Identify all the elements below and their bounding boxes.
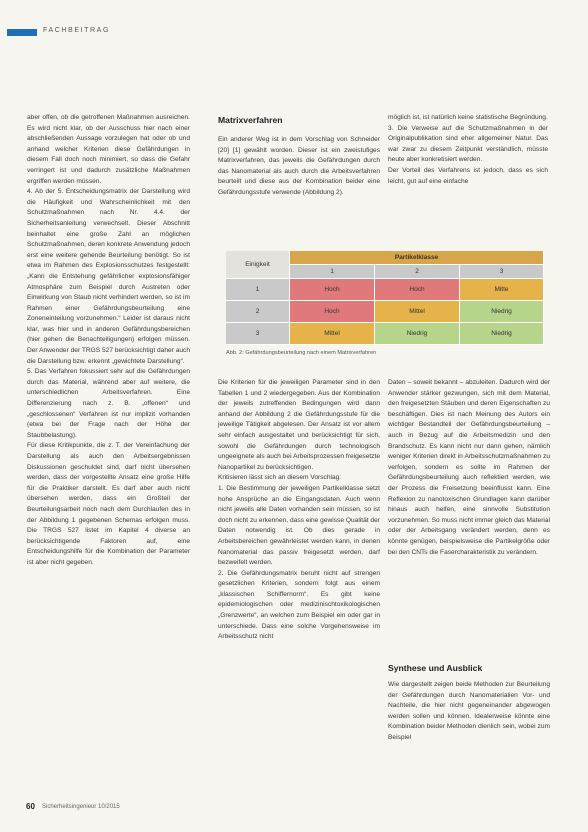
matrix-caption: Abb. 2: Gefährdungsbeurteilung nach einem Matrixverfahren bbox=[226, 350, 377, 356]
column-right-synthesis bbox=[388, 680, 550, 744]
col3-bottom-text: Daten – soweit bekannt – abzuleiten. Dadurch wird der Anwender stärker gezwungen, sich mit dem Material, den freigesetzten Stäuben und deren Eigenschaften zu beschäftigen. Dies ist nach Meinung des Autors ein wichtiger Bestandteil der Gefährdungsbeurteilung – auch in Bezug auf die Arbeitsmedizin und den Brandschutz. Es kann nicht nur dann gehen, nämlich weniger Kriterien direkt in Arbeitsschutzmaßnahmen zu verfolgen, sondern es sollte im Rahmen der Gefährdungsbeurteilung auch reflektiert werden, wie der Prozess die Freisetzung beeinflusst kann. Eine Reflexion zu nanotoxischen Grundlagen kann darüber hinaus auch helfen, eine sinnvolle Substitution vorzunehmen. So muss nicht immer gleich das Material oder der Arbeitsgang verändert werden, denn es könnte genügen, beispielsweise die Partikelgröße oder bei den CNTs die Fasercharakteristik zu verändern. bbox=[388, 379, 550, 556]
page-number: 60 bbox=[26, 802, 35, 811]
journal-name: Sicherheitsingenieur 10/2015 bbox=[42, 804, 120, 810]
heading-matrix: Matrixverfahren bbox=[218, 115, 283, 125]
matrix-cell: Hoch bbox=[375, 279, 460, 301]
column-right-bottom bbox=[388, 378, 550, 558]
matrix-row-header: 2 bbox=[226, 301, 290, 323]
matrix-cell: Niedrig bbox=[460, 301, 544, 323]
matrix-col-header: 3 bbox=[460, 265, 544, 279]
matrix-corner: Einigkeit bbox=[226, 251, 290, 279]
matrix-col-header: 1 bbox=[290, 265, 375, 279]
matrix-cell: Mittel bbox=[290, 323, 375, 345]
column-left bbox=[27, 113, 190, 569]
risk-matrix-table bbox=[226, 251, 544, 345]
synthesis-text: Wie dargestellt zeigen beide Methoden zur Beurteilung der Gefährdungen durch Nanomaterialien Vor- und Nachteile, die hier nicht gegeneinander abgewogen werden sollen und können. Idealerweise könnte eine Kombination beider Methoden dienlich sein, wobei zum Beispiel bbox=[388, 681, 550, 741]
matrix-cell: Hoch bbox=[290, 279, 375, 301]
header-accent-bar bbox=[7, 29, 37, 36]
col1-text: aber offen, ob die getroffenen Maßnahmen ausreichen. Es wird nicht klar, ob der Ausschuss hier nach einer abschließenden Aussage vorzulegen hat oder ob und anhand welcher Kriterien diese Gefährdungen in diesem Fall doch noch minimiert, so dass die Gefahr verringert ist und dadurch zusätzliche Maßnahmen ergriffen werden müssen. 4. Ab der 5. Entscheidungsmatrix der Darstellung wird die Häufigkeit und Wahrscheinlichkeit mit den Schutzmaßnahmen nach Nr. 4.4. der Sicherheitsanleitung verwechselt. Dieser Abschnitt beinhaltet eine große Zahl an möglichen Schutzmaßnahmen, deren konkrete Anwendung jedoch erst eine weitere gehende Beurteilung benötigt. So ist etwa im Rahmen des Explosionsschutzes festgestellt: „Kann die Entstehung gefährlicher explosionsfähiger Atmosphäre zum Beispiel durch Austreten oder Einwirkung von Staub nicht verhindert werden, so ist im Rahmen einer Gefährdungsbeurteilung eine Zoneneinteilung vorzunehmen.“ Leider ist daraus nicht klar, was hier und in anderen Gefährdungsbereichen (hier gehen die Benachteiligungen) erfolgen müssen. Der Anwender der TRGS 527 berücksichtigt daher auch die Darstellung bzw. erkennt „gewichtete Darstellung“. 5. Das Verfahren fokussiert sehr auf die Gefährdungen durch das Material, während aber auf weitere, die unterschiedlichen Arbeitsverfahren. Eine Differenzierung nach z. B. „offenen“ und „geschlossenen“ Verfahren ist nur implizit vorhanden (etwa bei der Frage nach der Höhe der Staubbelastung). Für diese Kritikpunkte, die z. T. der Vereinfachung der Darstellung als auch den Arbeitsergebnissen Diskussionen geschuldet sind, darf nicht übersehen werden, dass der vorgestellte Ansatz eine große Hilfe für die Praktiker darstellt. Es darf aber auch nicht übersehen werden, dass ein Großteil der Beurteilungsarbeit noch nach dem Durchlaufen des in der Abbildung 1 gegebenen Schemas erfolgen muss. Die TRGS 527 listet im Kapitel 4 diverse an berücksichtigende Faktoren auf, eine Entscheidungshilfe für die Kombination der Parameter ist aber nicht gegeben. bbox=[27, 114, 190, 566]
matrix-header: Partikelklasse bbox=[290, 251, 544, 265]
heading-synthesis: Synthese und Ausblick bbox=[388, 663, 483, 673]
column-middle-top bbox=[218, 135, 380, 199]
matrix-cell: Hoch bbox=[290, 301, 375, 323]
col2-top-text: Ein anderer Weg ist in dem Vorschlag von Schneider [20] [1] gewählt worden. Dieser ist ein zweistufiges Matrixverfahren, das jeweils die Gefährdungen durch das Nanomaterial als auch durch die Arbeitsverfahren beurteilt und diese aus der Kombination beider eine Gefährdungsstufe verwende (Abbildung 2). bbox=[218, 136, 380, 196]
matrix-row-header: 1 bbox=[226, 279, 290, 301]
section-label: FACHBEITRAG bbox=[43, 27, 110, 34]
column-middle-bottom bbox=[218, 378, 380, 643]
matrix-cell: Mitte bbox=[460, 279, 544, 301]
matrix-col-header: 2 bbox=[375, 265, 460, 279]
col3-top-text: möglich ist, ist natürlich keine statistische Begründung. 3. Die Verweise auf die Schutzmaßnahmen in der Originalpublikation sind eher allgemeiner Natur. Das war zwar zu diesem Zeitpunkt verständlich, müsste heute aber konkretisiert werden. Der Vorteil des Verfahrens ist jedoch, dass es sich leicht, gut auf eine einfache bbox=[388, 114, 548, 185]
matrix-cell: Mittel bbox=[375, 301, 460, 323]
col2-bottom-text: Die Kriterien für die jeweiligen Parameter sind in den Tabellen 1 und 2 wiedergegeben. Aus der Kombination der jeweils zutreffenden Bedingungen wird dann anhand der Abbildung 2 die Gefährdungsstufe für die jeweilige Tätigkeit abgelesen. Der Ansatz ist vor allem sehr einfach ausgestaltet und berücksichtigt für sich, sowohl die Gefährdungen durch technologisch ungeeignete als auch bei Arbeitsprozessen freigesetzte Nanopartikel zu berücksichtigen. Kritisieren lässt sich an diesem Vorschlag: 1. Die Bestimmung der jeweiligen Partikelklasse setzt hohe Ansprüche an die Eingangsdaten. Auch wenn nicht jeweils alle Daten vorhanden sein müssen, so ist doch nicht zu erkennen, dass eine gewisse Qualität der Daten notwendig ist. Ob dies gerade in Arbeitsbereichen gewährleistet werden kann, in denen Nanomaterial das passiv freigesetzt werden, darf bezweifelt werden. 2. Die Gefährdungsmatrix beruht nicht auf strengen gesetzlichen Kriterien, sondern folgt aus einem „klassischen Schiffernorm“. Es gibt keine epidemiologischen oder medizinischtoxikologischen „Grenzwerte“, an welchen zum Beispiel ein oder gar in unterschiede. Dass eine solche Vorgehensweise im Arbeitsschutz nicht bbox=[218, 379, 380, 641]
matrix-cell: Niedrig bbox=[460, 323, 544, 345]
matrix-row-header: 3 bbox=[226, 323, 290, 345]
column-right-top bbox=[388, 113, 548, 187]
matrix-cell: Niedrig bbox=[375, 323, 460, 345]
